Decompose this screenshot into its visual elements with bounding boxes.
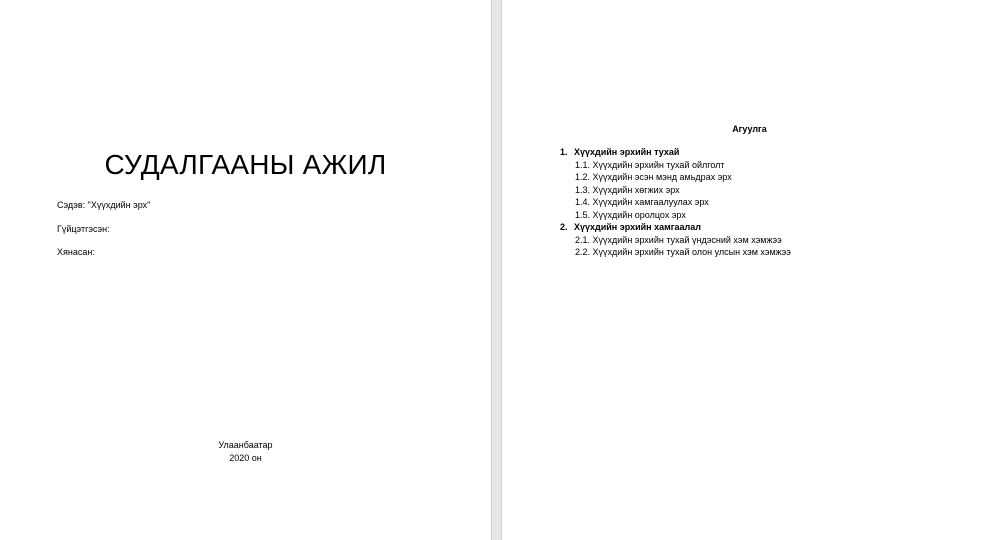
- toc-item[interactable]: 1.1. Хүүхдийн эрхийн тухай ойлголт: [575, 159, 725, 170]
- toc-item[interactable]: 2.1. Хүүхдийн эрхийн тухай үндэсний хэм хэмжээ: [575, 234, 782, 245]
- topic-field: Сэдэв: "Хүүхдийн эрх": [57, 200, 151, 210]
- document-title: СУДАЛГААНЫ АЖИЛ: [104, 149, 387, 180]
- title-page: [0, 0, 491, 540]
- toc-section[interactable]: [560, 221, 980, 234]
- toc-section-label: Хүүхдийн эрхийн хамгаалал: [574, 222, 701, 232]
- toc-item[interactable]: 2.2. Хүүхдийн эрхийн тухай олон улсын хэм хэмжээ: [575, 247, 791, 257]
- toc-section-label: Хүүхдийн эрхийн тухай: [574, 147, 680, 157]
- footer-year: 2020 он: [229, 453, 262, 463]
- page-gutter: [491, 0, 502, 540]
- toc-heading: Агуулга: [732, 124, 767, 134]
- toc-list: [560, 146, 980, 259]
- author-field: Гүйцэтгэсэн:: [57, 224, 110, 234]
- toc-item[interactable]: 1.4. Хүүхдийн хамгаалуулах эрх: [575, 197, 709, 207]
- toc-item[interactable]: 1.2. Хүүхдийн эсэн мэнд амьдрах эрх: [575, 172, 732, 182]
- toc-section-number: 2.: [560, 222, 568, 232]
- toc-page: [502, 0, 993, 540]
- toc-section[interactable]: [560, 146, 980, 159]
- toc-item[interactable]: 1.5. Хүүхдийн оролцох эрх: [575, 209, 686, 220]
- footer-city: Улаанбаатар: [218, 440, 273, 450]
- toc-item[interactable]: 1.3. Хүүхдийн хөгжих эрх: [575, 184, 680, 195]
- toc-section-number: 1.: [560, 147, 568, 157]
- reviewer-field: Хянасан:: [57, 247, 95, 257]
